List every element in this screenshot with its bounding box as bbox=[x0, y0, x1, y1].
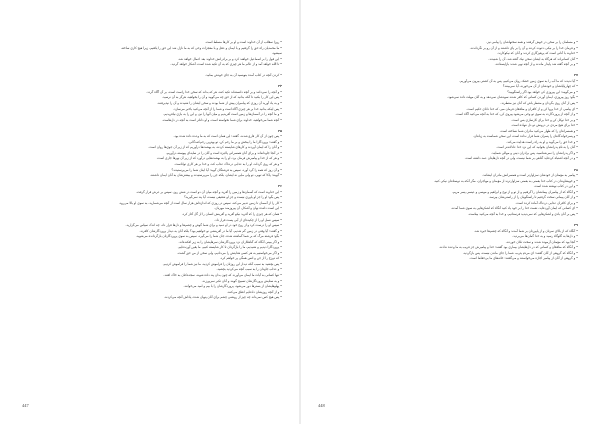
text-line: • پهلوهایشان از بسترها دور می‌شود، پروردگارشان را با بیم و امید می‌خوانند. bbox=[183, 284, 282, 289]
text-line: • پس بگو: او را جز او یاوری نیست و جز او شفیعی نیست، آیا پند نمی‌گیرید؟ bbox=[184, 195, 282, 200]
text-line: • و اگر ببینی آنگاه که گناهکاران نزد پروردگارشان سرهایشان را به زیر افکنده‌اند. bbox=[178, 239, 282, 244]
text-line: • و هر که روی گرداند، او را به عذابی دردناک عذاب کند، و خدا بر هر کاری تواناست. bbox=[174, 162, 282, 167]
text-line: • ما محمدیان راه حق را گرفتیم و با ایمان و عقل و با معجزات وحی که به ما نازل شد این حق را یافتیم، زیرا هیچ کاری ساخته bbox=[121, 45, 282, 50]
text-line: • این قول را بر اسماعیل خواهند کرد و بر برادرانش خداوند بعد اعمال خواهد شد. bbox=[177, 56, 282, 61]
text-line: • و عذاب جاودان را به سبب آنچه می‌کردید بچشید. bbox=[216, 267, 282, 272]
text-line: • و بر خدا توکل کن و خدا برای کارسازی بس است. bbox=[511, 117, 578, 122]
text-line: • و دل‌ها به گلوگاه رسید و به خدا گمان‌ها می‌بردید. bbox=[512, 234, 578, 239]
text-line: • ای پیامبر، از خدا پروا کن و از کافران و منافقان فرمان مبر، که خدا دانای حکیم است. bbox=[466, 106, 578, 111]
text-line: • و از آنچه روزیشان داده‌ایم انفاق می‌کنند. bbox=[226, 289, 282, 294]
text-line: • گویند: پاکا که تویی، تو ولی مایی نه ایشان، بلکه جن را می‌پرستیدند و بیشترشان به آنان ایمان داشتند. bbox=[149, 173, 282, 178]
text-line: • و فرمان خدا را بر نیکی دعوت کردند و آن را بر پای داشتند و از آن رو بر نگرداندند. bbox=[469, 45, 578, 50]
text-line: • و پسرخواندگانتان را پسران شما قرار نداده است، این سخن شماست به زبانتان. bbox=[472, 134, 578, 139]
text-line: • پس بر آنان بادی و لشکرهایی که نمی‌دیدید فرستادیم، و خدا به آنچه می‌کنید بیناست. bbox=[467, 211, 578, 216]
text-line: • و خدا حق را می‌گوید و او به راه راست هدایت می‌کند. bbox=[506, 139, 578, 144]
text-line: • و گفتند: آیا وقتی در زمین گم شدیم، آیا ما در آفرینشی نو خواهیم بود؟ بلکه آنان به دیدار پروردگارشان کافرند. bbox=[139, 228, 282, 233]
text-line: • و اگر می‌خواستیم به هر کسی هدایتش را می‌دادیم، ولی سخن از من حق گشت. bbox=[177, 250, 282, 255]
text-line: • و آنگاه که گروهی از آنان گفتند: ای مردم یثرب، شما را جای ماندن نیست، پس بازگردید. bbox=[462, 250, 578, 255]
text-line: • و ما آنچه را در آسمان‌ها و زمین است آفریدیم و میان آنها را نیز، و این را به بازی نیافریدیم. bbox=[163, 112, 282, 117]
text-line: • و از آنان پیمانی سخت گرفتیم تا راستگویان را از راستی‌شان بپرسد. bbox=[488, 195, 578, 200]
text-line: • پروردگارا دیدیم و شنیدیم، ما را بازگردان تا کار شایسته کنیم، ما یقین آورنده‌ایم. bbox=[177, 245, 282, 250]
section-number: ۲۴ bbox=[277, 84, 282, 89]
text-line: • کردن آنچه در کتاب آمده بنویسید آن به جای خودش بمانید. bbox=[205, 73, 282, 78]
page-number: 447 bbox=[22, 403, 29, 408]
text-line: • آنجا بود که مؤمنان آزموده شدند و سخت تکان خوردند. bbox=[505, 239, 578, 244]
left-page-body bbox=[22, 40, 282, 301]
text-line: • سپس او را درست کرد و از روح خود در او دمید و برای شما گوش و چشم‌ها و دل‌ها قرار داد، چه اندک سپاس می‌گزارید. bbox=[125, 223, 282, 228]
text-line: • و گفتند: پروردگارا ما را ببخش و بر ما رحم کن، تو بهترین رحم‌کنندگانی. bbox=[188, 139, 282, 144]
text-line: • و آنگاه که از پیامبران پیمانشان را گرفتیم و از تو و از نوح و ابراهیم و موسی و عیسی پسر مریم. bbox=[451, 189, 578, 194]
section-number: ۲۵ bbox=[277, 128, 282, 133]
text-line: نمیشود. bbox=[271, 51, 282, 56]
section-number: ۲۷ bbox=[573, 73, 578, 78]
text-line: • آنگاه که از بالای سرتان و از پایین‌تان بر شما آمدند و آنگاه که چشم‌ها خیره شد. bbox=[473, 228, 578, 233]
text-line: • و گروهی از آنان از پیامبر اجازه می‌خواستند و می‌گفتند: خانه‌های ما بی‌حفاظ است. bbox=[469, 256, 578, 261]
text-line: • و آن روز که همه را گرد آورد، سپس به فرشتگان گوید: آیا اینان شما را می‌پرستیدند؟ bbox=[171, 167, 282, 172]
text-line: • پس بچشید به سبب آنکه دیدار این روزتان را فراموش کردید، ما نیز شما را فراموش کردیم. bbox=[162, 261, 282, 266]
text-line: • و اگر پدرانشان را نمی‌شناسید، پس برادران دینی و موالی شمایند. bbox=[491, 150, 578, 155]
text-line: • و به ستایش پروردگارشان تسبیح گویند و آنان تکبر نمی‌ورزند. bbox=[201, 278, 282, 283]
text-line: • آنان را به نام پدرانشان بخوانید که این نزد خدا عادلانه‌تر است. bbox=[496, 145, 578, 150]
right-page-body bbox=[318, 40, 578, 262]
text-line: • و در آنچه اشتباه کرده‌اید گناهی بر شما نیست، ولی در آنچه دل‌هایتان عمد داشته است. bbox=[464, 156, 578, 161]
text-line: • خدا برای هیچ مردی در درونش دو دل ننهاده است. bbox=[511, 123, 578, 128]
text-line: • و آنگاه که منافقان و کسانی که در دل‌هایشان بیماری بود گفتند: خدا و پیامبرش جز فریب به ما وعده ندادند. bbox=[438, 245, 578, 250]
section-number: ۲۹ bbox=[573, 223, 578, 228]
text-line: • بگو: فرشته مرگ که بر شما گماشته شده، جان شما را می‌گیرد، سپس به سوی پروردگارتان بازگردانده می‌شوید. bbox=[135, 234, 282, 239]
text-line: • سپس نسل او را از چکیده‌ای از آبی پست قرار داد. bbox=[214, 217, 282, 222]
text-line: • و همسرانتان را که ظهار می‌کنید مادران شما نساخته است. bbox=[499, 128, 578, 133]
text-line: • تا الله خواهد آمد و از عالم ما هر چیزی که به آن تکیه شده است، آشکار خواهد گردید. bbox=[170, 62, 282, 67]
text-line: • تنها کسانی به آیات ما ایمان می‌آورند که چون بدان پند داده شوند، سجده‌کنان به خاک افتند. bbox=[163, 272, 282, 277]
text-line: • آنان کسانی‌اند که هرگاه به ایشان سخن نیک گفته شد، آن را شنیدند. bbox=[488, 56, 578, 61]
text-line: • همان که هر چیزی را که آفرید نیکو آفرید و آفرینش انسان را از گل آغاز کرد. bbox=[181, 211, 282, 216]
text-line: • و می‌گویند: این پیروزی کی خواهد بود اگر راستگویید؟ bbox=[507, 89, 578, 94]
text-line: • روزا سقلاب از آن خداوند است و او بر کارها مسلط است. bbox=[205, 40, 282, 44]
text-line: • و خویشاوندان در کتاب خدا بعضی به بعضی سزاوارترند از مؤمنان و مهاجران، مگر آنکه به دوستانتان نیکی کنید. bbox=[433, 178, 578, 183]
text-line: • بگو: روز پیروزی، ایمان آوردن کسانی که کافر شدند سودشان نمی‌دهد و به آنان مهلت داده نمی‌شود. bbox=[447, 95, 578, 100]
text-line: • کار را از آسمان تا زمین تدبیر می‌کند، سپس در روزی که اندازه‌اش هزار سال است از آنچه می‌شمارید، به سوی او بالا می‌رود. bbox=[118, 200, 282, 205]
text-line: • پس این کار را بکنید تا آنکه بدانید که از حق چه می‌گویید و آن را بخواهید، هرگز به آن نرسید. bbox=[162, 95, 282, 100]
section-number: ۲۸ bbox=[573, 167, 578, 172]
text-line: • آنچه شما می‌خواهید، خداوند برای شما نخواسته است، و او داناتر است به آنچه در دل‌هاست. bbox=[161, 117, 282, 122]
text-line: • و به یاد آورید آن روزی که پیامبران پیش از شما بودند و سخن ایشان را شنیدند و آن را نپذیرفتند. bbox=[156, 101, 282, 106]
text-line: • ای کسانی که ایمان آورده‌اید، نعمت خدا را بر خود یاد کنید آنگاه که لشکرهایی به سوی شما آمدند. bbox=[450, 206, 578, 211]
text-line: • پس چون از آن کار فارغ شدند، گفتند: این همان است که به ما وعده داده شده بود. bbox=[173, 134, 282, 139]
text-line: • که دوزخ را از جن و انس همگی پر خواهم کرد. bbox=[219, 256, 282, 261]
text-line: • و این در کتاب نوشته شده است. bbox=[533, 184, 578, 189]
text-line: • و برای کافران عذابی دردناک آماده کرده است. bbox=[515, 200, 578, 205]
text-line: • و هر که از خدا و پیامبرش فرمان برد، او را به بهشت‌هایی درآورد که از زیر آن نهرها جاری است. bbox=[156, 156, 282, 161]
text-line: • آیا ندیدند که ما آب را به سوی زمین خشک روان می‌کنیم، پس به آن کشتی بیرون می‌آوریم. bbox=[459, 78, 578, 83]
text-line: • پیامبر به مؤمنان از خودشان سزاوارتر است و همسرانش مادران ایشانند. bbox=[482, 173, 578, 178]
page-number: 448 bbox=[318, 403, 325, 408]
text-line: • که چهارپایانشان و خودشان از آن می‌خورند، آیا نمی‌بینند؟ bbox=[502, 84, 578, 89]
page-right bbox=[300, 0, 600, 424]
text-line: • پس هیچ کس نمی‌داند چه چیز از روشنی چشم برای آنان پنهان شده، پاداش آنچه می‌کردند. bbox=[163, 295, 282, 300]
text-line: • این خداوند است که آسمان‌ها و زمین را آفرید و آنچه میان آن دو است در شش روز، سپس بر عرش قرار گرفت. bbox=[135, 189, 282, 194]
text-line: • پس اینکه بدانید خدا بر هر چیزی آگاه است و شما را از آنچه می‌کنید باخبر می‌سازد. bbox=[173, 106, 282, 111]
text-line: • پس از آنان روی بگردان و منتظر باش که آنان نیز منتظرند. bbox=[500, 101, 578, 106]
section-number: ۲۶ bbox=[277, 184, 282, 189]
text-line: • و مسلمان را بر سخن در خوش گرفتند و همه سخنها‌شان را پیامی نیز. bbox=[486, 40, 578, 44]
text-line: • این است داننده نهان و آشکار، آن پیروزمند مهربان. bbox=[214, 206, 282, 211]
text-line: • و از آنچه از پروردگارت به سوی تو وحی می‌شود پیروی کن، که خدا به آنچه می‌کنید آگاه است. bbox=[455, 112, 578, 117]
text-line: • و بر آنچه گفته شد پایدار ماندند و از آنچه نهی شدند بازایستادند. bbox=[494, 62, 578, 67]
text-line: • خداوند با آنانی است که پرهیزگاری کردند و آنان که نیکوکارند. bbox=[497, 51, 578, 56]
text-line: • و آنان را که ایمان آوردند و کارهای شایسته کردند، به بهشت‌ها درآوریم که از زیر آن جوی‌ها روان است. bbox=[148, 145, 282, 150]
text-line: • در آنجا جاودانه‌اند و برای آنان همسرانی پاکیزه است و آنان را در سایه‌ای پیوسته درآوریم. bbox=[165, 150, 282, 155]
text-line: • و آنچه را نمی‌دانند و بر آنچه دانسته‌اند تکیه کنند، هر که بداند که سخن خدا راست است، بر آن آگاه گردد. bbox=[146, 89, 282, 94]
